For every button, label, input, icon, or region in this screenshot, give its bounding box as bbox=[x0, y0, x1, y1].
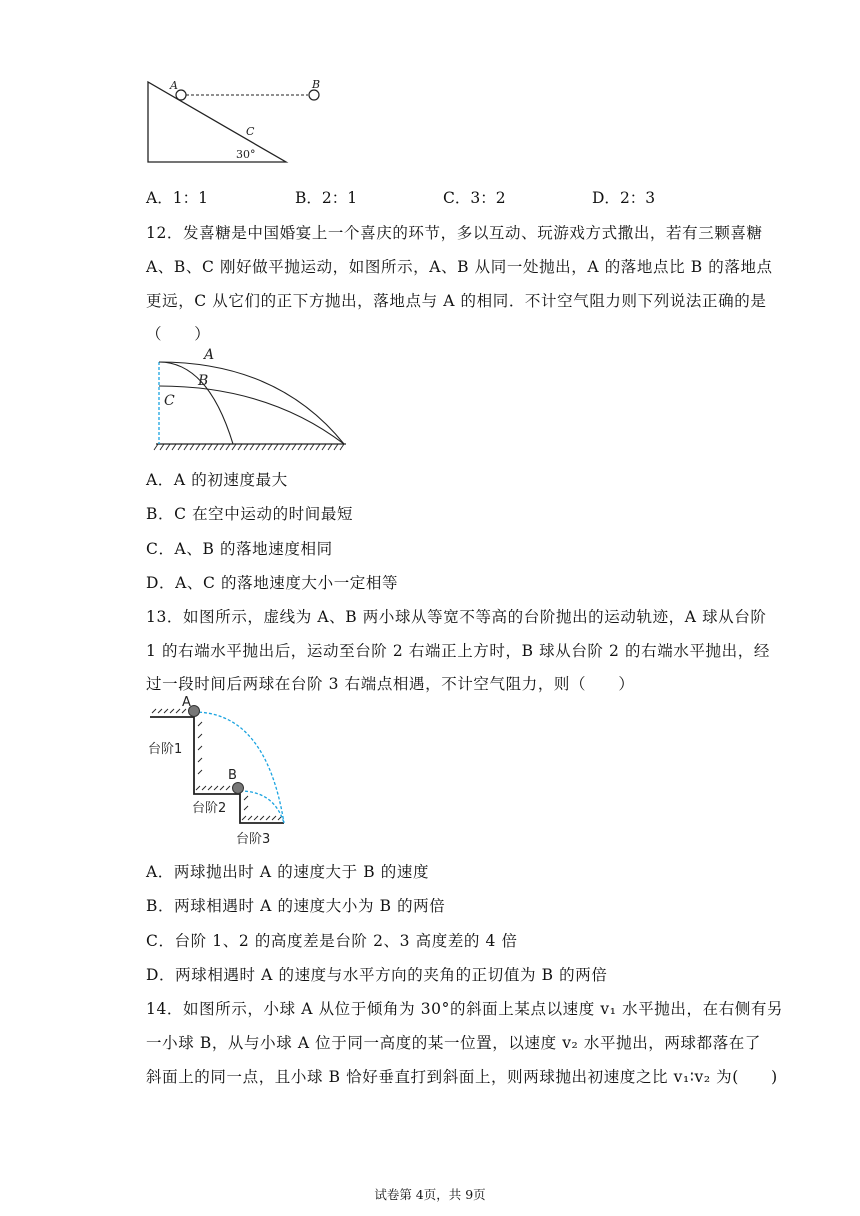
label-step3: 台阶3 bbox=[236, 832, 271, 847]
q14-line-2: 一小球 B，从与小球 A 位于同一高度的某一位置，以速度 v₂ 水平抛出，两球都落在了 bbox=[146, 1034, 761, 1052]
label-b: B bbox=[198, 373, 209, 389]
q11-incline-figure bbox=[140, 72, 340, 168]
q14-line-3: 斜面上的同一点，且小球 B 恰好垂直打到斜面上，则两球抛出初速度之比 v₁∶v₂ 为( ) bbox=[146, 1068, 778, 1086]
label-b: B bbox=[228, 768, 237, 783]
label-angle: 30° bbox=[236, 148, 256, 161]
q12-line-2: A、B、C 刚好做平抛运动，如图所示，A、B 从同一处抛出，A 的落地点比 B 的落地点 bbox=[146, 258, 773, 276]
page-footer: 试卷第 4页，共 9页 bbox=[374, 1187, 486, 1202]
label-step2: 台阶2 bbox=[192, 801, 227, 816]
q12-line-4: （ ） bbox=[146, 325, 211, 343]
ball-b bbox=[233, 783, 244, 794]
q11-option-d: D．2：3 bbox=[592, 189, 656, 207]
q14-line-1: 14．如图所示，小球 A 从位于倾角为 30°的斜面上某点以速度 v₁ 水平抛出，在右侧有另 bbox=[146, 1000, 784, 1018]
q12-option-a: A．A 的初速度最大 bbox=[146, 471, 288, 489]
q12-line-1: 12．发喜糖是中国婚宴上一个喜庆的环节，多以互动、玩游戏方式撒出，若有三颗喜糖 bbox=[146, 224, 763, 242]
label-a: A bbox=[204, 348, 215, 363]
ground-hatching bbox=[154, 444, 344, 450]
label-c: C bbox=[164, 393, 175, 409]
q13-steps-figure bbox=[146, 696, 296, 848]
q13-line-3: 过一段时间后两球在台阶 3 右端点相遇，不计空气阻力，则（ ） bbox=[146, 675, 635, 693]
q13-option-a: A．两球抛出时 A 的速度大于 B 的速度 bbox=[146, 863, 430, 881]
ball-b bbox=[309, 90, 319, 100]
q12-line-3: 更远，C 从它们的正下方抛出，落地点与 A 的相同．不计空气阻力则下列说法正确的是 bbox=[146, 292, 767, 310]
q11-option-c: C．3：2 bbox=[443, 189, 506, 207]
q12-option-d: D．A、C 的落地速度大小一定相等 bbox=[146, 574, 399, 592]
q11-option-b: B．2：1 bbox=[295, 189, 358, 207]
label-b: B bbox=[312, 78, 321, 91]
q12-option-b: B．C 在空中运动的时间最短 bbox=[146, 505, 354, 523]
q13-option-c: C．台阶 1、2 的高度差是台阶 2、3 高度差的 4 倍 bbox=[146, 932, 518, 950]
q12-trajectory-figure bbox=[148, 348, 353, 456]
q13-line-2: 1 的右端水平抛出后，运动至台阶 2 右端正上方时，B 球从台阶 2 的右端水平抛出，经 bbox=[146, 642, 770, 660]
incline-triangle bbox=[148, 82, 286, 162]
label-a: A bbox=[170, 79, 178, 92]
q13-option-d: D．两球相遇时 A 的速度与水平方向的夹角的正切值为 B 的两倍 bbox=[146, 966, 608, 984]
label-c: C bbox=[246, 125, 255, 138]
q12-option-c: C．A、B 的落地速度相同 bbox=[146, 540, 333, 558]
label-a: A bbox=[182, 696, 191, 710]
label-step1: 台阶1 bbox=[148, 742, 183, 757]
trajectory-a bbox=[159, 362, 344, 444]
q13-option-b: B．两球相遇时 A 的速度大小为 B 的两倍 bbox=[146, 897, 446, 915]
q11-option-a: A．1：1 bbox=[146, 189, 208, 207]
q13-line-1: 13．如图所示，虚线为 A、B 两小球从等宽不等高的台阶抛出的运动轨迹，A 球从台阶 bbox=[146, 608, 767, 626]
